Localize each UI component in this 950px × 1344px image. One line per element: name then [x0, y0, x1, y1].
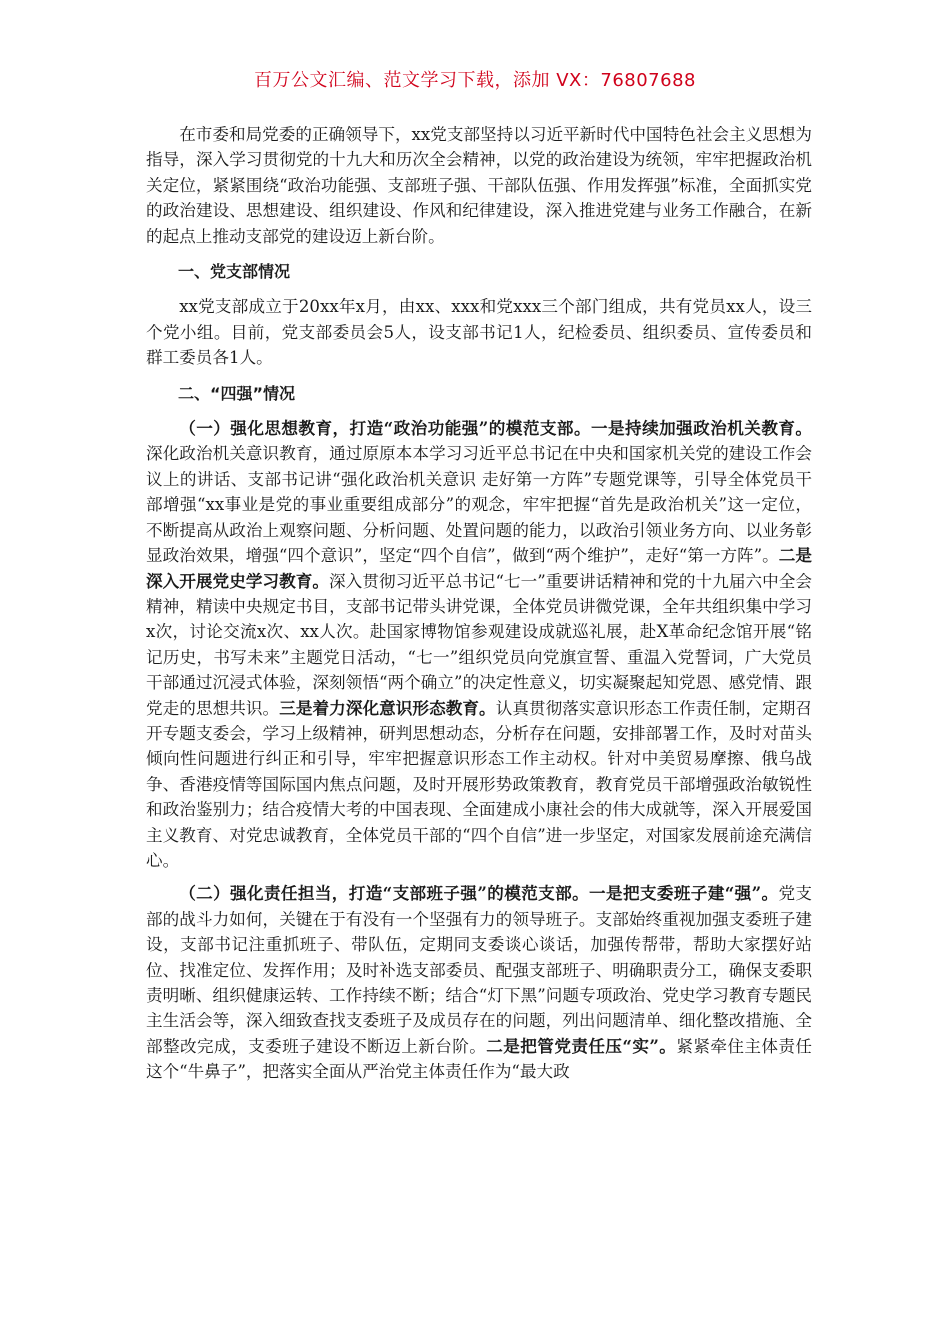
- part2-lead: （二）强化责任担当，打造“支部班子强”的模范支部。一是把支委班子建“强”。: [179, 883, 779, 904]
- part1-text1: 深化政治机关意识教育，通过原原本本学习习近平总书记在中央和国家机关党的建设工作会议上的讲话、支部书记讲“强化政治机关意识 走好第一方阵”专题党课等，引导全体党员干部增强“xx事业是党的事业重要组成部分”的观念，牢牢把握“首先是政治机关”这一定位，不断提高从政治上观察问题、分析问题、处置问题的能力，以政治引领业务方向、以业务彰显政治效果，增强“四个意识”，坚定“四个自信”，做到“两个维护”，走好“第一方阵”。: [146, 444, 812, 566]
- download-banner: 百万公文汇编、范文学习下载，添加 VX：76807688: [254, 70, 696, 91]
- part1-text3: 认真贯彻落实意识形态工作责任制，定期召开专题支委会，学习上级精神，研判思想动态，分析存在问题，安排部署工作，及时对苗头倾向性问题进行纠正和引导，牢牢把握意识形态工作主动权。针对中美贸易摩擦、俄乌战争、香港疫情等国际国内焦点问题，及时开展形势政策教育，教育党员干部增强政治敏锐性和政治鉴别力；结合疫情大考的中国表现、全面建成小康社会的伟大成就等，深入开展爱国主义教育、对党忠诚教育，全体党员干部的“四个自信”进一步坚定，对国家发展前途充满信心。: [146, 698, 813, 870]
- part2-text2: 紧紧牵住主体责任这个“牛鼻子”，把落实全面从严治党主体责任作为“最大政: [146, 1036, 813, 1082]
- section1-heading: 一、党支部情况: [178, 262, 291, 282]
- part1-bold3: 三是着力深化意识形态教育。: [279, 697, 496, 718]
- part1-text2: 深入贯彻习近平总书记“七一”重要讲话精神和党的十九届六中全会精神，精读中央规定书目，支部书记带头讲党课，全体党员讲微党课，全年共组织集中学习x次，讨论交流x次、xx人次。赴国家博物馆参观建设成就巡礼展，赴X革命纪念馆开展“铭记历史，书写未来”主题党日活动，“七一”组织党员向党旗宣誓、重温入党誓词，广大党员干部通过沉浸式体验，深刻领悟“两个确立”的决定性意义，切实凝聚起知党恩、感党情、跟党走的思想共识。: [146, 571, 812, 718]
- part2-paragraph: [146, 881, 812, 1084]
- part1-lead: （一）强化思想教育，打造“政治功能强”的模范支部。一是持续加强政治机关教育。: [179, 418, 812, 439]
- intro-paragraph: 在市委和局党委的正确领导下，xx党支部坚持以习近平新时代中国特色社会主义思想为指导，深入学习贯彻党的十九大和历次全会精神，以党的政治建设为统领，牢牢把握政治机关定位，紧紧围绕“政治功能强、支部班子强、干部队伍强、作用发挥强”标准，全面抓实党的政治建设、思想建设、组织建设、作风和纪律建设，深入推进党建与业务工作融合，在新的起点上推动支部党的建设迈上新台阶。: [146, 125, 812, 246]
- document-body: [146, 122, 812, 1085]
- part2-bold2: 二是把管党责任压“实”。: [486, 1035, 677, 1056]
- part1-paragraph: [146, 416, 812, 873]
- part1-bold2: 二是深入开展党史学习教育。: [146, 545, 813, 591]
- part2-text1: 党支部的战斗力如何，关键在于有没有一个坚强有力的领导班子。支部始终重视加强支委班子建设，支部书记注重抓班子、带队伍，定期同支委谈心谈话，加强传帮带，帮助大家摆好站位、找准定位、发挥作用；及时补选支部委员、配强支部班子、明确职责分工，确保支委职责明晰、组织健康运转、工作持续不断；结合“灯下黑”问题专项政治、党史学习教育专题民主生活会等，深入细致查找支委班子及成员存在的问题，列出问题清单、细化整改措施、全部整改完成，支委班子建设不断迈上新台阶。: [146, 884, 812, 1056]
- section2-heading: 二、“四强”情况: [178, 383, 296, 403]
- section1-paragraph: xx党支部成立于20xx年x月，由xx、xxx和党xxx三个部门组成，共有党员xx人，设三个党小组。目前，党支部委员会5人，设支部书记1人，纪检委员、组织委员、宣传委员和群工委员各1人。: [146, 297, 812, 368]
